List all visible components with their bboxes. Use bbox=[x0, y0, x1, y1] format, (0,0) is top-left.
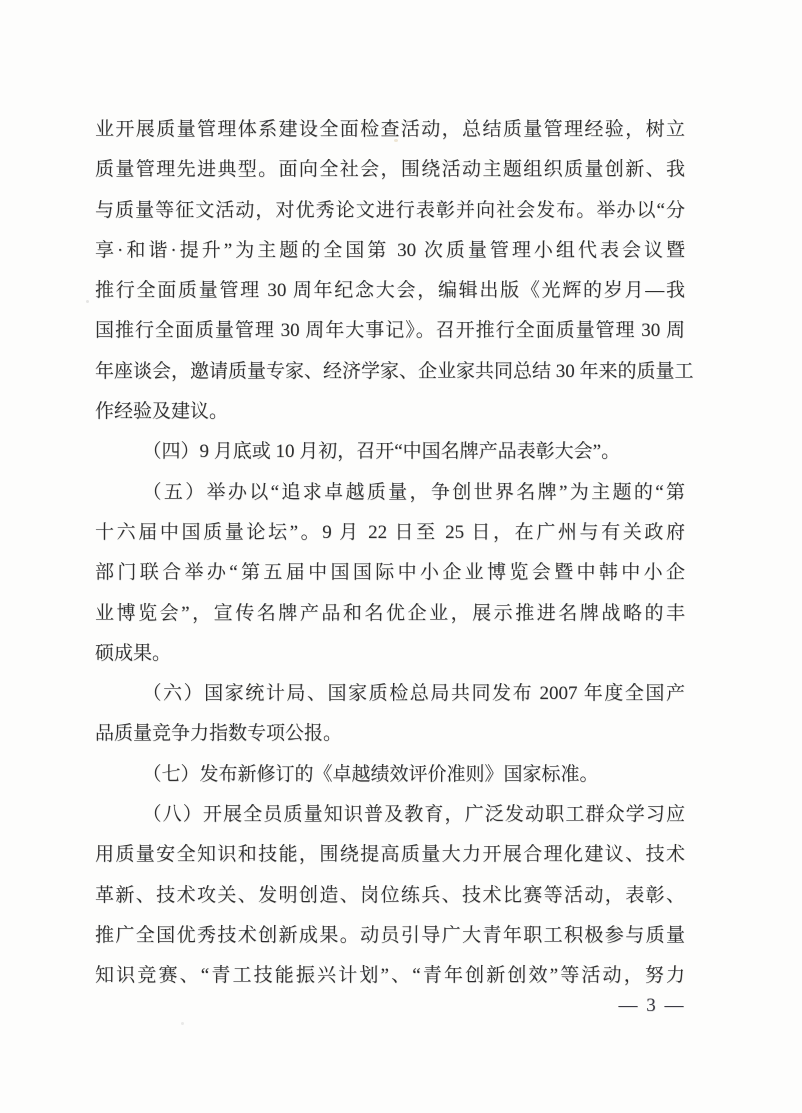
text-line: 革新、技术攻关、发明创造、岗位练兵、技术比赛等活动，表彰、 bbox=[95, 884, 685, 906]
text-line: 业博览会”，宣传名牌产品和名优企业，展示推进名牌战略的丰 bbox=[95, 602, 685, 624]
text-line: 业开展质量管理体系建设全面检查活动，总结质量管理经验，树立 bbox=[95, 119, 685, 140]
text-line: 享·和谐·提升”为主题的全国第 30 次质量管理小组代表会议暨 bbox=[95, 239, 685, 261]
paragraph bbox=[95, 755, 685, 795]
text-line: 国推行全面质量管理 30 周年大事记》。召开推行全面质量管理 30 周 bbox=[95, 320, 685, 342]
text-line: （七）发布新修订的《卓越绩效评价准则》国家标准。 bbox=[142, 763, 599, 785]
text-line: 推行全面质量管理 30 周年纪念大会，编辑出版《光辉的岁月—我 bbox=[95, 280, 685, 302]
text-line: 作经验及建议。 bbox=[95, 401, 229, 423]
text-line: （五）举办以“追求卓越质量，争创世界名牌”为主题的“第 bbox=[142, 481, 685, 503]
document-body bbox=[95, 110, 694, 997]
paragraph bbox=[95, 432, 685, 472]
paragraph bbox=[95, 473, 685, 674]
text-line: 部门联合举办“第五届中国国际中小企业博览会暨中韩中小企 bbox=[95, 562, 685, 584]
text-line: 硕成果。 bbox=[95, 642, 172, 664]
text-line: 知识竞赛、“青工技能振兴计划”、“青年创新创效”等活动，努力 bbox=[95, 965, 685, 987]
text-line: 推广全国优秀技术创新成果。动员引导广大青年职工积极参与质量 bbox=[95, 924, 685, 946]
paragraph bbox=[95, 110, 694, 432]
scan-speck bbox=[181, 1022, 184, 1025]
paragraph bbox=[95, 795, 685, 996]
text-line: 年座谈会，邀请质量专家、经济学家、企业家共同总结 30 年来的质量工 bbox=[95, 360, 694, 382]
scan-speck bbox=[86, 300, 89, 303]
text-line: 与质量等征文活动，对优秀论文进行表彰并向社会发布。举办以“分 bbox=[95, 199, 685, 221]
text-line: （四）9 月底或 10 月初，召开“中国名牌产品表彰大会”。 bbox=[142, 441, 621, 463]
text-line: 十六届中国质量论坛”。9 月 22 日至 25 日，在广州与有关政府 bbox=[95, 521, 685, 543]
text-line: 用质量安全知识和技能，围绕提高质量大力开展合理化建议、技术 bbox=[95, 844, 685, 866]
text-line: （六）国家统计局、国家质检总局共同发布 2007 年度全国产 bbox=[142, 683, 685, 705]
paragraph bbox=[95, 674, 685, 755]
text-line: 质量管理先进典型。面向全社会，围绕活动主题组织质量创新、我 bbox=[95, 159, 685, 181]
text-line: （八）开展全员质量知识普及教育，广泛发动职工群众学习应 bbox=[142, 804, 685, 826]
page-number: — 3 — bbox=[618, 995, 686, 1016]
text-line: 品质量竞争力指数专项公报。 bbox=[95, 723, 343, 745]
